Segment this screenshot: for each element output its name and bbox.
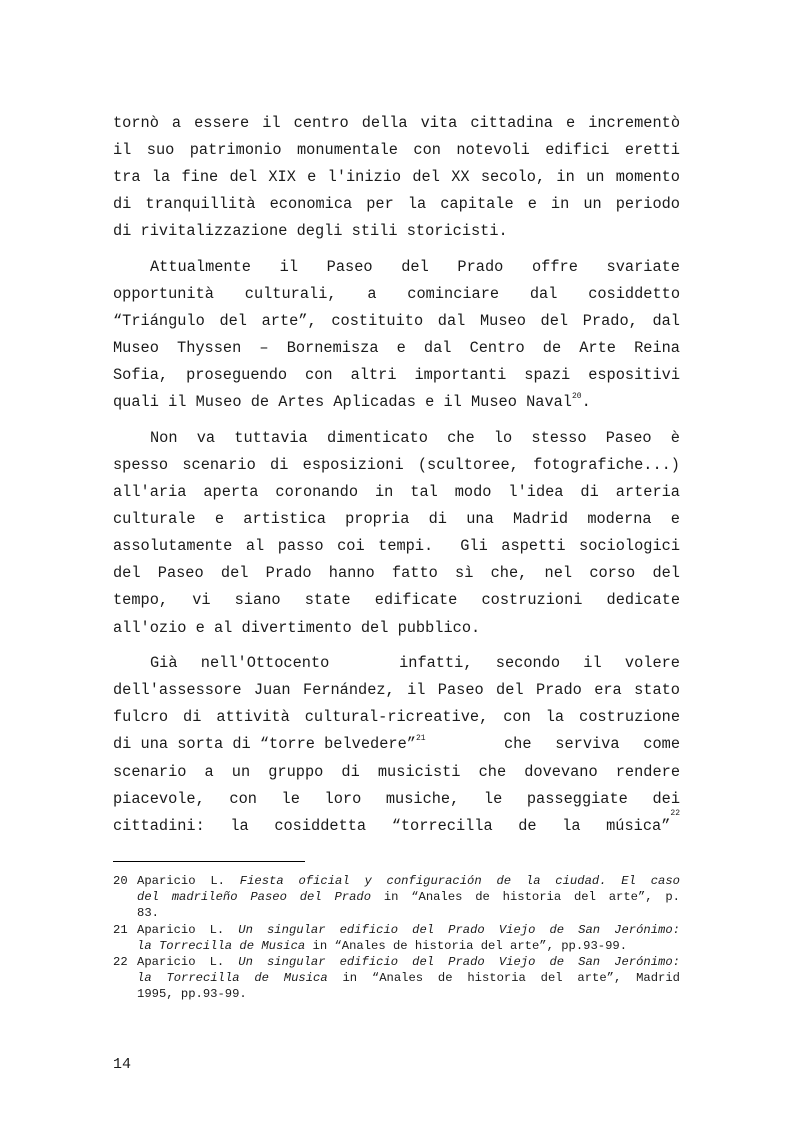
text-line: di rivitalizzazione degli stili storicisti. bbox=[113, 222, 508, 240]
footnote-line bbox=[137, 938, 680, 954]
text-line: del Paseo del Prado hanno fatto sì che, nel corso del bbox=[113, 564, 680, 582]
text-line: Museo Thyssen – Bornemisza e dal Centro de Arte Reina bbox=[113, 339, 680, 357]
text-line: il suo patrimonio monumentale con notevoli edifici eretti bbox=[113, 141, 680, 159]
footnote-number: 21 bbox=[113, 923, 128, 937]
text-line: culturale e artistica propria di una Madrid moderna e bbox=[113, 510, 680, 528]
text-span: Un singular edificio del Prado Viejo de San Jerónimo: bbox=[238, 955, 680, 969]
text-span: in “Anales de historia del arte”, p. bbox=[371, 890, 680, 904]
text-line bbox=[113, 809, 680, 836]
footnote-number: 22 bbox=[113, 955, 128, 969]
footnote-ref[interactable]: 22 bbox=[670, 809, 680, 818]
text-line: Non va tuttavia dimenticato che lo stesso Paseo è bbox=[150, 429, 680, 447]
footnote-line bbox=[137, 873, 680, 889]
text-line: piacevole, con le loro musiche, le passeggiate dei bbox=[113, 790, 680, 808]
footnote-line: 1995, pp.93-99. bbox=[137, 987, 247, 1001]
text-line bbox=[113, 392, 680, 412]
text-span: . bbox=[581, 393, 591, 411]
text-span: la Torrecilla de Musica bbox=[137, 971, 328, 985]
text-span: che serviva come bbox=[504, 735, 680, 753]
footnote-ref[interactable]: 21 bbox=[415, 733, 426, 743]
text-line: Già nell'Ottocento infatti, secondo il volere bbox=[150, 654, 680, 672]
text-line: all'ozio e al divertimento del pubblico. bbox=[113, 619, 481, 637]
text-line: spesso scenario di esposizioni (scultoree, fotografiche...) bbox=[113, 456, 680, 474]
footnote-number: 20 bbox=[113, 874, 128, 888]
footnote-ref[interactable]: 20 bbox=[571, 391, 582, 401]
text-span: in “Anales de historia del arte”, Madrid bbox=[327, 971, 680, 985]
text-line: Sofia, proseguendo con altri importanti spazi espositivi bbox=[113, 366, 680, 384]
footnote-line: 83. bbox=[137, 906, 159, 920]
text-line: all'aria aperta coronando in tal modo l'idea di arteria bbox=[113, 483, 680, 501]
text-span: quali il Museo de Artes Aplicadas e il Museo Naval bbox=[113, 393, 572, 411]
text-line: di tranquillità economica per la capitale e in un periodo bbox=[113, 195, 680, 213]
text-line: Attualmente il Paseo del Prado offre svariate bbox=[150, 258, 680, 276]
text-line: tempo, vi siano state edificate costruzioni dedicate bbox=[113, 591, 680, 609]
text-line: fulcro di attività cultural-ricreative, con la costruzione bbox=[113, 708, 680, 726]
text-span: Aparicio L. bbox=[137, 923, 239, 937]
text-line: assolutamente al passo coi tempi. Gli aspetti sociologici bbox=[113, 537, 680, 555]
text-line: opportunità culturali, a cominciare dal cosiddetto bbox=[113, 285, 680, 303]
text-line: “Triángulo del arte”, costituito dal Museo del Prado, dal bbox=[113, 312, 680, 330]
text-line: dell'assessore Juan Fernández, il Paseo del Prado era stato bbox=[113, 681, 680, 699]
footnote-separator bbox=[113, 861, 305, 862]
text-span: Aparicio L. bbox=[137, 955, 239, 969]
text-span: Fiesta oficial y configuración de la ciudad. El caso bbox=[239, 874, 680, 888]
text-span: di una sorta di “torre belvedere” bbox=[113, 735, 416, 753]
text-line bbox=[113, 734, 680, 754]
text-span: in “Anales de historia del arte”, pp.93-99. bbox=[305, 939, 628, 953]
text-span: Un singular edificio del Prado Viejo de San Jerónimo: bbox=[238, 923, 680, 937]
footnote-line bbox=[137, 970, 680, 986]
text-span bbox=[113, 734, 426, 754]
text-line: tra la fine del XIX e l'inizio del XX secolo, in un momento bbox=[113, 168, 680, 186]
footnote-line bbox=[137, 922, 680, 938]
page-number: 14 bbox=[113, 1056, 132, 1073]
text-span: Aparicio L. bbox=[137, 874, 240, 888]
footnote-line bbox=[137, 889, 680, 905]
footnote-line bbox=[137, 954, 680, 970]
text-span: cittadini: la cosiddetta “torrecilla de la música” bbox=[113, 817, 671, 835]
text-line: tornò a essere il centro della vita cittadina e incrementò bbox=[113, 114, 680, 132]
text-span: la Torrecilla de Musica bbox=[137, 939, 306, 953]
text-line: scenario a un gruppo di musicisti che dovevano rendere bbox=[113, 763, 680, 781]
text-span: del madrileño Paseo del Prado bbox=[137, 890, 372, 904]
